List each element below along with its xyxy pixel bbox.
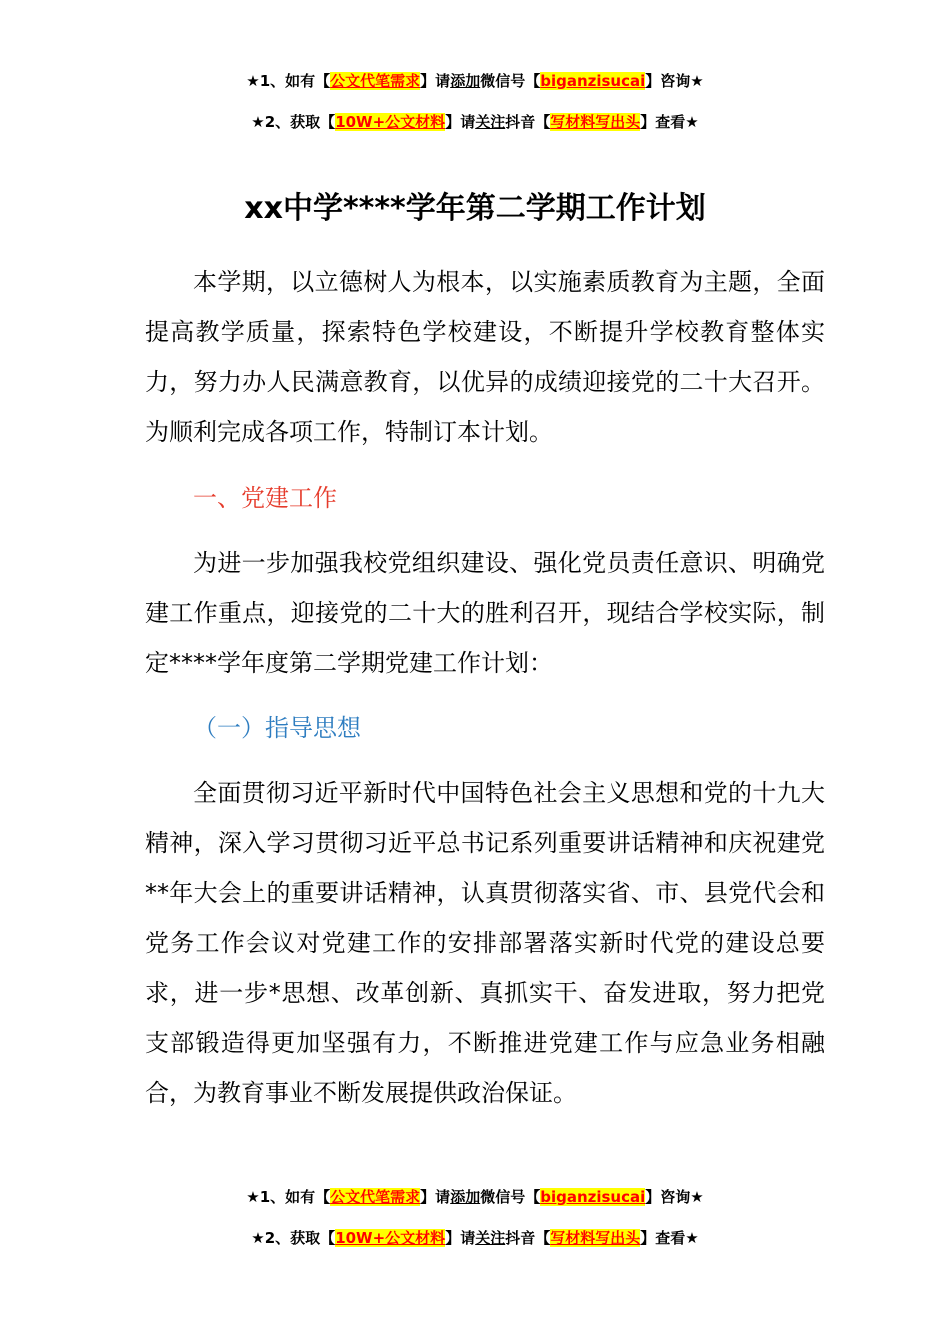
section-paragraph: 为进一步加强我校党组织建设、强化党员责任意识、明确党建工作重点，迎接党的二十大的胜利召开，现结合学校实际，制定****学年度第二学期党建工作计划： <box>145 549 825 677</box>
promo-line-top-1 <box>0 70 950 92</box>
promo-text: 】查看★ <box>640 1229 699 1247</box>
document-title: xx中学****学年第二学期工作计划 <box>244 191 706 226</box>
promo-text: 微信号【 <box>480 72 541 90</box>
promo-wechat-id: biganzisucai <box>540 72 646 90</box>
promo-douyin-id: 写材料写出头 <box>550 113 641 131</box>
promo-line-bottom-2 <box>0 1227 950 1249</box>
promo-text: 】咨询★ <box>645 72 704 90</box>
subsection-paragraph: 全面贯彻习近平新时代中国特色社会主义思想和党的十九大精神，深入学习贯彻习近平总书记系列重要讲话精神和庆祝建党**年大会上的重要讲话精神，认真贯彻落实省、市、县党代会和党务工作会议对党建工作的安排部署落实新时代党的建设总要求，进一步*思想、改革创新、真抓实干、奋发进取，努力把党支部锻造得更加坚强有力，不断推进党建工作与应急业务相融合，为教育事业不断发展提供政治保证。 <box>145 779 825 1107</box>
promo-line-bottom-1 <box>0 1186 950 1208</box>
promo-text: ★1、如有【 <box>246 72 331 90</box>
promo-text: 抖音【 <box>505 113 551 131</box>
promo-line-top-2 <box>0 111 950 133</box>
promo-text: 】请 <box>445 113 476 131</box>
promo-text: 】请 <box>420 1188 451 1206</box>
promo-underline: 关注 <box>475 1229 506 1247</box>
promo-text: ★1、如有【 <box>246 1188 331 1206</box>
promo-underline: 关注 <box>475 113 506 131</box>
subsection-heading-guiding-ideology: （一）指导思想 <box>193 714 361 742</box>
promo-douyin-id: 写材料写出头 <box>550 1229 641 1247</box>
promo-text: 】咨询★ <box>645 1188 704 1206</box>
promo-text: 微信号【 <box>480 1188 541 1206</box>
promo-highlight: 10W+公文材料 <box>335 1229 446 1247</box>
section-heading-party-building: 一、党建工作 <box>193 484 337 512</box>
intro-paragraph: 本学期，以立德树人为根本，以实施素质教育为主题，全面提高教学质量，探索特色学校建设，不断提升学校教育整体实力，努力办人民满意教育，以优异的成绩迎接党的二十大召开。为顺利完成各项工作，特制订本计划。 <box>145 268 825 446</box>
promo-highlight: 公文代笔需求 <box>330 1188 421 1206</box>
promo-wechat-id: biganzisucai <box>540 1188 646 1206</box>
promo-text: 】请 <box>420 72 451 90</box>
promo-text: 】查看★ <box>640 113 699 131</box>
promo-text: 】请 <box>445 1229 476 1247</box>
promo-text: ★2、获取【 <box>251 113 336 131</box>
promo-text: 抖音【 <box>505 1229 551 1247</box>
promo-text: ★2、获取【 <box>251 1229 336 1247</box>
promo-highlight: 公文代笔需求 <box>330 72 421 90</box>
promo-highlight: 10W+公文材料 <box>335 113 446 131</box>
promo-underline: 添加 <box>450 1188 481 1206</box>
promo-underline: 添加 <box>450 72 481 90</box>
